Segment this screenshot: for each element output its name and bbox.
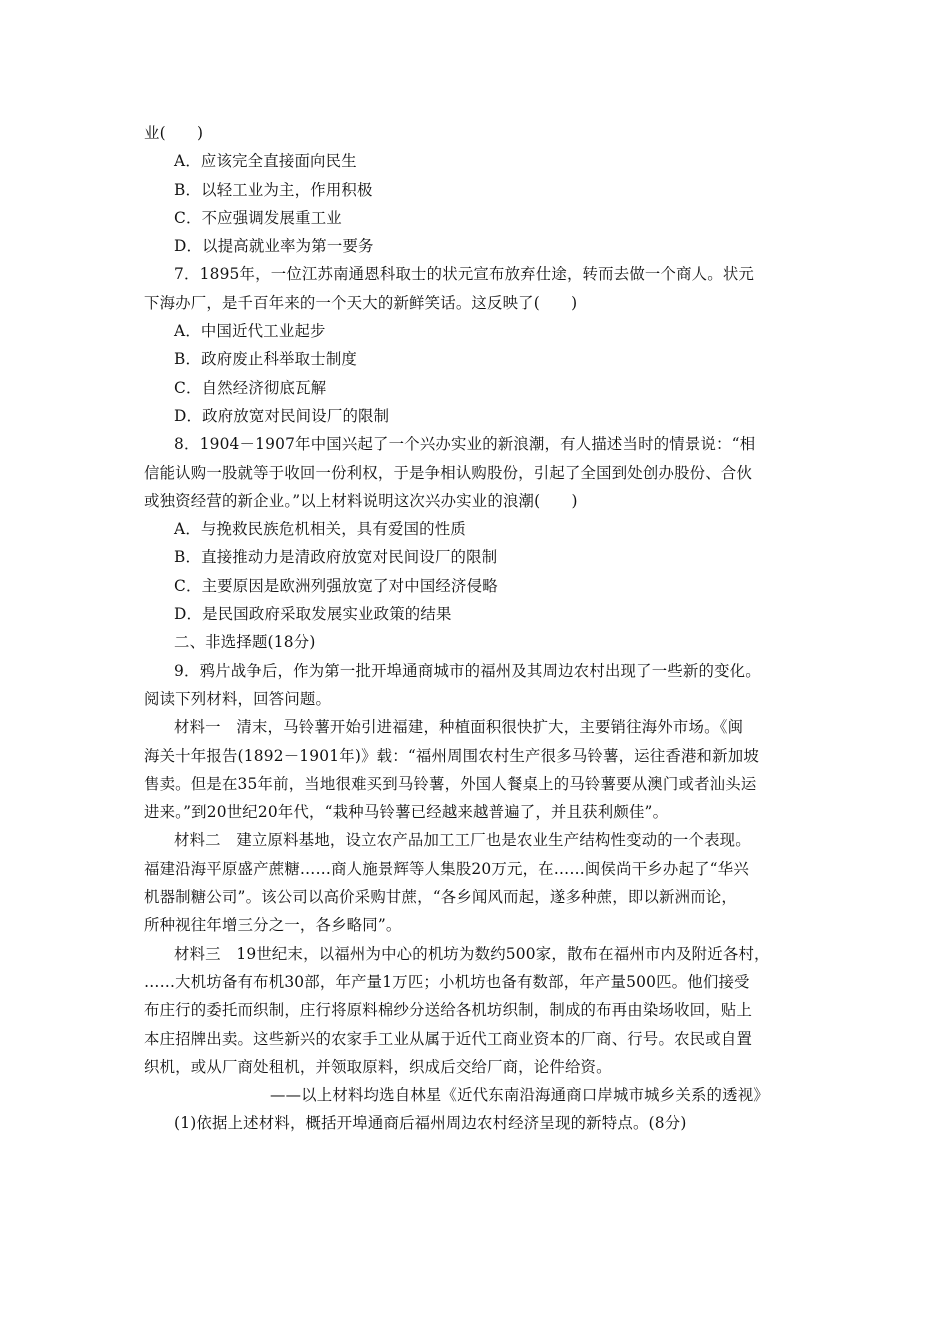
text-line: 福建沿海平原盛产蔗糖……商人施景辉等人集股20万元，在……闽侯尚干乡办起了“华兴 bbox=[144, 859, 749, 878]
text-line: 布庄行的委托而织制，庄行将原料棉纱分送给各机坊织制，制成的布再由染场收回，贴上 bbox=[144, 1001, 753, 1020]
text-line: 售卖。但是在35年前，当地很难买到马铃薯，外国人餐桌上的马铃薯要从澳门或者汕头运 bbox=[144, 774, 757, 793]
text-line: 9．鸦片战争后，作为第一批开埠通商城市的福州及其周边农村出现了一些新的变化。 bbox=[174, 661, 761, 680]
text-line: C．自然经济彻底瓦解 bbox=[174, 378, 327, 397]
text-line: 下海办厂，是千百年来的一个天大的新鲜笑话。这反映了( ) bbox=[144, 293, 578, 312]
text-line: ……大机坊备有布机30部，年产量1万匹；小机坊也备有数部，年产量500匹。他们接受 bbox=[144, 972, 750, 991]
text-line: 二、非选择题(18分) bbox=[174, 633, 316, 652]
text-line: 进来。”到20世纪20年代，“栽种马铃薯已经越来越普遍了，并且获利颇佳”。 bbox=[144, 803, 669, 822]
text-line: B．政府废止科举取士制度 bbox=[174, 350, 358, 369]
text-line: D．是民国政府采取发展实业政策的结果 bbox=[174, 605, 452, 624]
text-line: B．以轻工业为主，作用积极 bbox=[174, 180, 373, 199]
text-line: C．主要原因是欧洲列强放宽了对中国经济侵略 bbox=[174, 576, 498, 595]
text-line: D．政府放宽对民间设厂的限制 bbox=[174, 406, 390, 425]
document-body bbox=[144, 119, 808, 1138]
text-line: C．不应强调发展重工业 bbox=[174, 208, 342, 227]
text-line: 业( ) bbox=[144, 124, 204, 142]
source-citation: ——以上材料均选自林星《近代东南沿海通商口岸城市城乡关系的透视》 bbox=[270, 1086, 769, 1105]
text-line: A．应该完全直接面向民生 bbox=[174, 152, 357, 171]
text-line: A．与挽救民族危机相关，具有爱国的性质 bbox=[174, 520, 466, 539]
text-line: 本庄招牌出卖。这些新兴的农家手工业从属于近代工商业资本的厂商、行号。农民或自置 bbox=[144, 1029, 753, 1048]
text-line: (1)依据上述材料，概括开埠通商后福州周边农村经济呈现的新特点。(8分) bbox=[174, 1114, 687, 1133]
text-line: 材料三 19世纪末，以福州为中心的机坊为数约500家，散布在福州市内及附近各村， bbox=[174, 944, 770, 963]
text-line: B．直接推动力是清政府放宽对民间设厂的限制 bbox=[174, 548, 498, 567]
text-line: 机器制糖公司”。该公司以高价采购甘蔗，“各乡闻风而起，遂多种蔗，即以新洲而论， bbox=[144, 888, 737, 907]
text-line: 材料二 建立原料基地，设立农产品加工工厂也是农业生产结构性变动的一个表现。 bbox=[174, 831, 751, 850]
text-line: 或独资经营的新企业。”以上材料说明这次兴办实业的浪潮( ) bbox=[144, 491, 578, 510]
text-line: 海关十年报告(1892－1901年)》载：“福州周围农村生产很多马铃薯，运往香港和新加坡 bbox=[144, 746, 759, 765]
text-line: 织机，或从厂商处租机，并领取原料，织成后交给厂商，论件给资。 bbox=[144, 1057, 612, 1076]
text-line: 8．1904－1907年中国兴起了一个兴办实业的新浪潮，有人描述当时的情景说：“相 bbox=[174, 435, 756, 454]
text-line: D．以提高就业率为第一要务 bbox=[174, 237, 374, 256]
text-line: 阅读下列材料，回答问题。 bbox=[144, 689, 332, 708]
text-line: 7．1895年，一位江苏南通恩科取士的状元宣布放弃仕途，转而去做一个商人。状元 bbox=[174, 265, 755, 284]
text-line: 信能认购一股就等于收回一份利权，于是争相认购股份，引起了全国到处创办股份、合伙 bbox=[144, 463, 753, 482]
text-line: 材料一 清末，马铃薯开始引进福建，种植面积很快扩大，主要销往海外市场。《闽 bbox=[174, 718, 744, 737]
text-line: 所种视往年增三分之一，各乡略同”。 bbox=[144, 916, 402, 935]
text-line: A．中国近代工业起步 bbox=[174, 322, 326, 341]
